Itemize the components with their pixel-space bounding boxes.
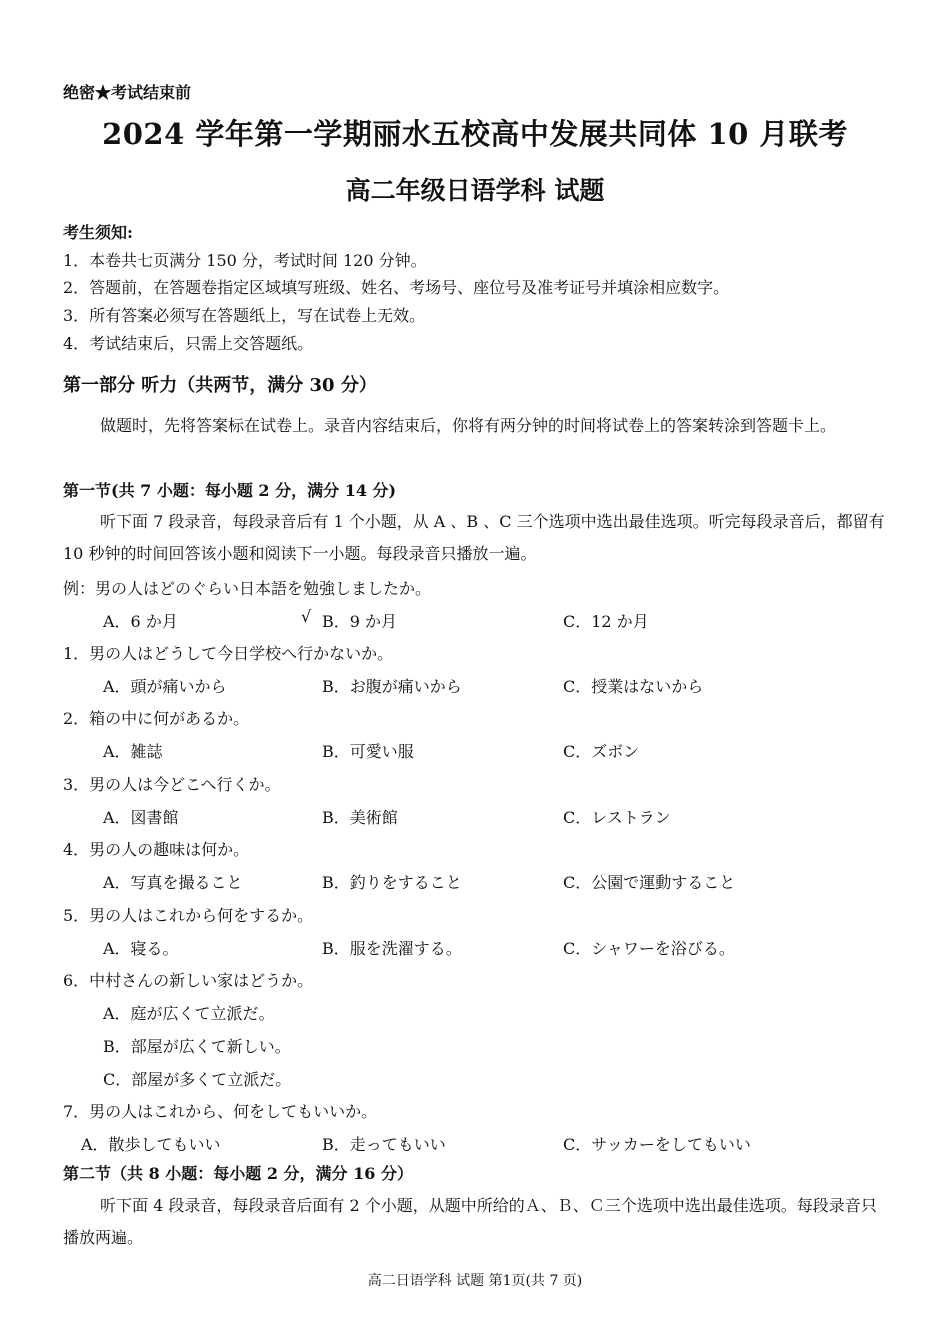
- question-stem: 7．男の人はこれから、何をしてもいいか。: [63, 1102, 378, 1121]
- section2-heading: 第二节（共 8 小题：每小题 2 分，满分 16 分）: [63, 1164, 413, 1183]
- confidential-label: 绝密★考试结束前: [63, 83, 192, 102]
- notice-item: 1．本卷共七页满分 150 分，考试时间 120 分钟。: [63, 251, 427, 270]
- option-c: C．シャワーを浴びる。: [563, 939, 735, 958]
- option-a: A．頭が痛いから: [103, 677, 227, 696]
- option-c: C．公園で運動すること: [563, 873, 736, 892]
- example-option-c: C．12 か月: [563, 612, 649, 631]
- example-option-a: A．6 か月: [103, 612, 178, 631]
- notice-heading: 考生须知:: [63, 223, 133, 242]
- notice-item: 4．考试结束后，只需上交答题纸。: [63, 334, 314, 353]
- option-b: B．釣りをすること: [322, 873, 462, 892]
- option-b: B．お腹が痛いから: [322, 677, 462, 696]
- option-b: B．服を洗濯する。: [322, 939, 462, 958]
- section2-instructions: 听下面 4 段录音，每段录音后面有 2 个小题，从题中所给的Ａ、Ｂ、Ｃ三个选项中选出最佳选项。每段录音只播放两遍。: [63, 1196, 877, 1247]
- option-a: A．写真を撮ること: [103, 873, 243, 892]
- check-mark-icon: √: [301, 607, 312, 626]
- question-stem: 5．男の人はこれから何をするか。: [63, 906, 314, 925]
- question-stem: 2．箱の中に何があるか。: [63, 709, 250, 728]
- option-b: B．部屋が広くて新しい。: [103, 1037, 291, 1056]
- option-c: C．部屋が多くて立派だ。: [103, 1070, 292, 1089]
- exam-subtitle: 高二年级日语学科 试题: [345, 176, 605, 205]
- notice-item: 2．答题前，在答题卷指定区域填写班级、姓名、考场号、座位号及准考证号并填涂相应数字。: [63, 278, 730, 297]
- example-option-b: B．9 か月: [322, 612, 398, 631]
- option-a: A．図書館: [103, 808, 179, 827]
- option-c: C．授業はないから: [563, 677, 704, 696]
- option-b: B．可愛い服: [322, 742, 414, 761]
- option-a: A．庭が広くて立派だ。: [103, 1004, 275, 1023]
- option-c: C．サッカーをしてもいい: [563, 1135, 751, 1154]
- option-c: C．レストラン: [563, 808, 671, 827]
- section1-instructions: 听下面 7 段录音，每段录音后有 1 个小题，从 A 、B 、C 三个选项中选出最佳选项。听完每段录音后，都留有 10 秒钟的时间回答该小题和阅读下一小题。每段录音只播放一遍。: [63, 512, 885, 563]
- option-a: A．散歩してもいい: [81, 1135, 221, 1154]
- question-stem: 4．男の人の趣味は何か。: [63, 840, 250, 859]
- question-stem: 1．男の人はどうして今日学校へ行かないか。: [63, 644, 394, 663]
- option-b: B．走ってもいい: [322, 1135, 446, 1154]
- section1-heading: 第一节(共 7 小题：每小题 2 分，满分 14 分): [63, 481, 397, 500]
- exam-title: 2024 学年第一学期丽水五校高中发展共同体 10 月联考: [102, 117, 848, 151]
- part1-instructions: 做题时，先将答案标在试卷上。录音内容结束后，你将有两分钟的时间将试卷上的答案转涂到答题卡上。: [100, 416, 837, 435]
- option-b: B．美術館: [322, 808, 398, 827]
- notice-item: 3．所有答案必须写在答题纸上，写在试卷上无效。: [63, 306, 426, 325]
- example-stem: 例：男の人はどのぐらい日本語を勉強しましたか。: [63, 579, 432, 598]
- option-a: A．雑誌: [103, 742, 163, 761]
- option-a: A．寝る。: [103, 939, 179, 958]
- option-c: C．ズボン: [563, 742, 640, 761]
- page-footer: 高二日语学科 试题 第1页(共 7 页): [367, 1273, 583, 1289]
- question-stem: 3．男の人は今どこへ行くか。: [63, 775, 281, 794]
- part1-heading: 第一部分 听力（共两节，满分 30 分）: [63, 375, 377, 396]
- question-stem: 6．中村さんの新しい家はどうか。: [63, 971, 314, 990]
